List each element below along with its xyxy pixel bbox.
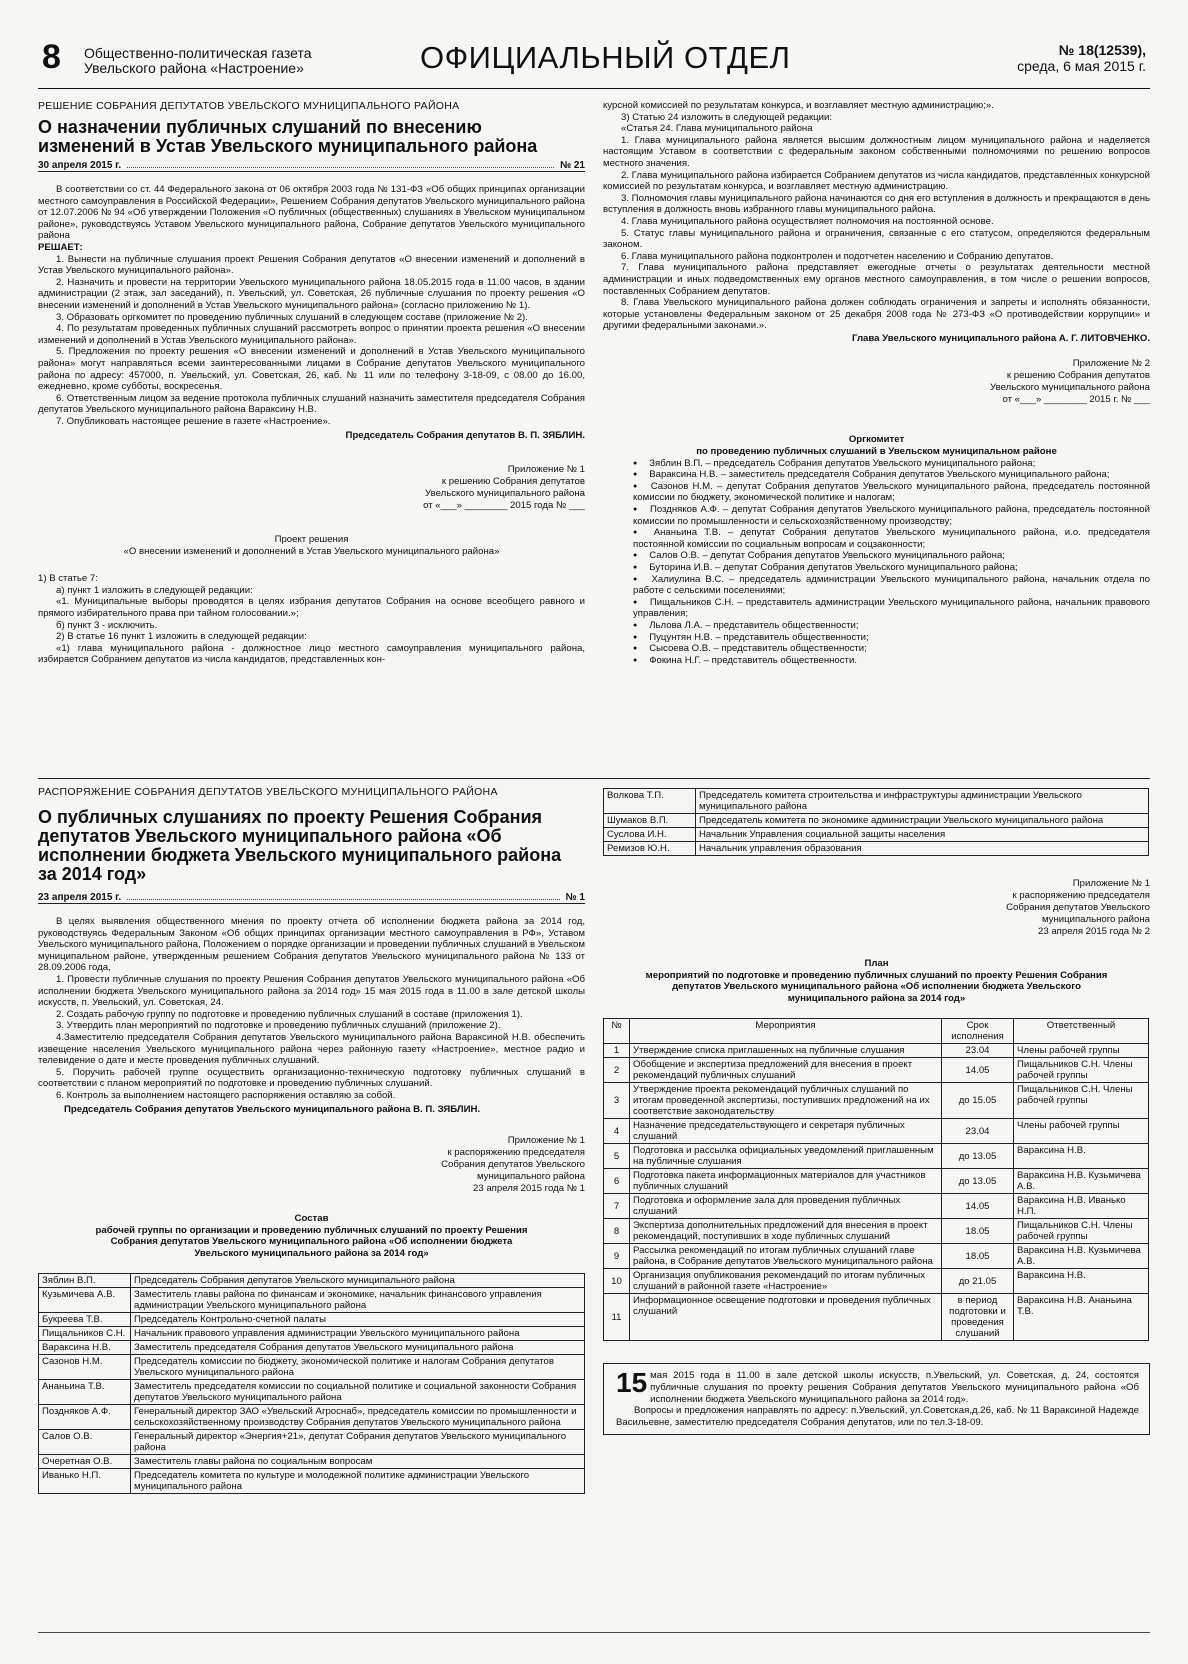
- table-cell: 2: [604, 1058, 630, 1083]
- table-cell: Заместитель председателя комиссии по социальной политике и социальной законности Собрания депутатов Увельского муниципального района: [131, 1380, 585, 1405]
- table-cell: Вараксина Н.В. Иванько Н.П.: [1014, 1194, 1149, 1219]
- table-row: [39, 1430, 585, 1455]
- order-item: 3. Утвердить план мероприятий по подготовке и проведению публичных слушаний (приложение 2).: [56, 1020, 501, 1032]
- table-cell: Члены рабочей группы: [1014, 1044, 1149, 1058]
- order-item: 2. Создать рабочую группу по подготовке и проведению публичных слушаний в составе (приложения 1).: [56, 1008, 523, 1020]
- table-cell: Вараксина Н.В.: [1014, 1144, 1149, 1169]
- statute-item: 2. Глава муниципального района избирается Собранием депутатов из числа кандидатов, представленных конкурсной комиссией по результатам конкурса, и возглавляет местную администрацию.: [603, 169, 1150, 193]
- article2-appendix2: Приложение № 1 к распоряжению председателя Собрания депутатов Увельского муниципального района 23 апреля 2015 года № 2: [1006, 878, 1150, 937]
- table-cell: Пищальников С.Н. Члены рабочей группы: [1014, 1058, 1149, 1083]
- resolution-item: 1. Вынести на публичные слушания проект Решения Собрания депутатов «О внесении изменений и дополнений в Устав Увельского муниципального района».: [38, 253, 585, 277]
- orgcom-member: ● Пищальников С.Н. – представитель администрации Увельского муниципального района, начальник правового управления;: [603, 597, 1150, 620]
- article1-dateline: 30 апреля 2015 г. № 21: [38, 160, 585, 171]
- orgcom-title: Оргкомитет по проведению публичных слушаний в Увельском муниципальном районе: [696, 434, 1057, 458]
- table-row: [604, 1294, 1149, 1341]
- table-cell: Заместитель главы района по социальным вопросам: [131, 1455, 585, 1469]
- table-cell: Председатель комиссии по бюджету, экономической политике и налогам Собрания депутатов Увельского муниципального района: [131, 1355, 585, 1380]
- article1-continued: [603, 100, 1150, 332]
- table-cell: Начальник управления образования: [696, 842, 1149, 856]
- table-cell: Экспертиза дополнительных предложений для внесения в проект рекомендаций, поступивших в ходе публичных слушаний: [630, 1219, 942, 1244]
- table-row: [604, 814, 1149, 828]
- table-cell: Вараксина Н.В. Кузьмичева А.В.: [1014, 1169, 1149, 1194]
- table-cell: 1: [604, 1044, 630, 1058]
- section-title: ОФИЦИАЛЬНЫЙ ОТДЕЛ: [420, 40, 791, 75]
- resolution-item: 4. По результатам проведенных публичных слушаний рассмотреть вопрос о принятии проекта решения «О внесении изменений и дополнений в Устав Увельского муниципального района».: [38, 323, 585, 346]
- table-cell: Кузьмичева А.В.: [39, 1288, 131, 1313]
- table-cell: Подготовка пакета информационных материалов для участников публичных слушаний: [630, 1169, 942, 1194]
- orgcom-member: ● Вараксина Н.В. – заместитель председателя Собрания депутатов Увельского муниципального района;: [603, 469, 1150, 481]
- table-cell: 18.05: [942, 1244, 1014, 1269]
- table-cell: 4: [604, 1119, 630, 1144]
- statute-item: 1. Глава муниципального района является высшим должностным лицом муниципального района и наделяется настоящим Уставом в соответствии с федеральным законом собственными полномочиями по решению вопросов местного значения.: [603, 134, 1150, 169]
- table-cell: Начальник Управления социальной защиты населения: [696, 828, 1149, 842]
- resolution-item: 7. Опубликовать настоящее решение в газете «Настроение».: [56, 415, 331, 427]
- order-item: В целях выявления общественного мнения по проекту отчета об исполнении бюджета района за 2014 год, руководствуясь Федеральным Законом «Об общих принципах организации местного самоуправления в РФ», Уставом Увельского муниципального района, Положением о порядке организации и проведении публичных слушаний в Увельском муниципальном районе, утвержденным решением Собрания депутатов Увельского муниципального района № 133 от 28.09.2006 года,: [38, 916, 585, 974]
- table-cell: Зяблин В.П.: [39, 1274, 131, 1288]
- table-cell: 6: [604, 1169, 630, 1194]
- table-cell: Вараксина Н.В.: [1014, 1269, 1149, 1294]
- table-cell: до 15.05: [942, 1083, 1014, 1119]
- table-cell: Волкова Т.П.: [604, 789, 696, 814]
- paper-name: Общественно-политическая газета Увельского района «Настроение»: [84, 45, 312, 76]
- orgcom-member: ● Пуцунтян Н.В. – представитель общественности;: [603, 632, 1150, 644]
- table-cell: Начальник правового управления администрации Увельского муниципального района: [131, 1327, 585, 1341]
- table-cell: 5: [604, 1144, 630, 1169]
- table-cell: Очеретная О.В.: [39, 1455, 131, 1469]
- page-header: [38, 36, 1150, 89]
- resolution-item: 6. Ответственным лицом за ведение протокола публичных слушаний назначить заместителя председателя Собрания депутатов Увельского муниципального района Вараксину Н.В.: [38, 392, 585, 416]
- table-cell: Заместитель главы района по финансам и экономике, начальник финансового управления администрации Увельского муниципального района: [131, 1288, 585, 1313]
- table-cell: 10: [604, 1269, 630, 1294]
- table-cell: Подготовка и оформление зала для проведения публичных слушаний: [630, 1194, 942, 1219]
- article2-appendix1: Приложение № 1 к распоряжению председателя Собрания депутатов Увельского муниципального района 23 апреля 2015 года № 1: [441, 1135, 585, 1195]
- table-row: [604, 1058, 1149, 1083]
- table-row: [604, 1083, 1149, 1119]
- orgcom-member: ● Салов О.В. – депутат Собрания депутатов Увельского муниципального района;: [603, 550, 1150, 562]
- orgcom-member: ● Халиулина В.С. – председатель администрации Увельского муниципального района, начальник отдела по работе с сельскими поселениями;: [603, 574, 1150, 597]
- table-cell: 14.05: [942, 1058, 1014, 1083]
- table-cell: Обобщение и экспертиза предложений для внесения в проект рекомендаций публичных слушаний: [630, 1058, 942, 1083]
- table-row: [39, 1341, 585, 1355]
- order-item: 5. Поручить рабочей группе осуществить организационно-техническую подготовку публичных слушаний в соответствии с планом мероприятий по подготовке и проведению публичных слушаний.: [38, 1066, 585, 1090]
- table-row: [39, 1380, 585, 1405]
- table-cell: 23.04: [942, 1119, 1014, 1144]
- table-cell: в период подготовки и проведения слушаний: [942, 1294, 1014, 1341]
- table-cell: Утверждение списка приглашенных на публичные слушания: [630, 1044, 942, 1058]
- table-row: [604, 1194, 1149, 1219]
- table-row: [604, 1044, 1149, 1058]
- orgcom-member: ● Буторина И.В. – депутат Собрания депутатов Увельского муниципального района;: [603, 562, 1150, 574]
- table-cell: Рассылка рекомендаций по итогам публичных слушаний главе района, в Собрание депутатов Увельского муниципального района: [630, 1244, 942, 1269]
- table-cell: 14.05: [942, 1194, 1014, 1219]
- orgcom-list: [603, 458, 1150, 667]
- table-cell: Вараксина Н.В. Ананьина Т.В.: [1014, 1294, 1149, 1341]
- table-row: [39, 1327, 585, 1341]
- draft-item: «1) глава муниципального района - должностное лицо местного самоуправления муниципального района, избирается Собранием депутатов из числа кандидатов, представленных кон-: [38, 642, 585, 666]
- table-cell: Подготовка и рассылка официальных уведомлений приглашенным на публичные слушания: [630, 1144, 942, 1169]
- table-row: [39, 1313, 585, 1327]
- orgcom-member: ● Фокина Н.Г. – представитель общественности.: [603, 655, 1150, 667]
- orgcom-member: ● Льлова Л.А. – представитель общественности;: [603, 620, 1150, 632]
- table-cell: Информационное освещение подготовки и проведения публичных слушаний: [630, 1294, 942, 1341]
- article1-body: В соответствии со ст. 44 Федерального закона от 06 октября 2003 года № 131-ФЗ «Об общих принципах организации местного самоуправления в Российской Федерации», Решением Собрания депутатов Увельского муниципального района от 12.07.2006 № 94 «Об утверждении Положения «О публичных (общественных) слушаниях в Увельском муниципальном районе», руководствуясь Уставом Увельского муниципального района, Собрание депутатов Увельского муниципального района РЕШАЕТ: 1. Вынести на публичные слушания проект Решения Собрания депутатов «О внесении изменений и дополнений в Устав Увельского муниципального района». 2. Назначить и провести на территории Увельского муниципального района 18.05.2015 года в 11.00 часов, в здании администрации (2 этаж, зал заседаний), п. Увельский, ул. Советская, 26 публичные слушания по проекту решения «О внесении изменений и дополнений в Устав Увельского муниципального района» (согласно приложению № 1). 3. Образовать оргкомитет по проведению публичных слушаний в следующем составе (приложение № 2). 4. По результатам проведенных публичных слушаний рассмотреть вопрос о принятии проекта решения «О внесении изменений и дополнений в Устав Увельского муниципального района». 5. Предложения по проекту решения «О внесении изменений и дополнений в Устав Увельского муниципального района» могут направляться всеми заинтересованными лицами в Собрание депутатов Увельского муниципального района по адресу: 457000, п. Увельский, ул. Советская, 26, каб. № 11 или по телефону 3-18-09, с 08.00 до 16.00, ежедневно, кроме субботы, воскресенья. 6. Ответственным лицом за ведение протокола публичных слушаний назначить заместителя председателя Собрания депутатов Увельского муниципального района Вараксину Н.В. 7. Опубликовать настоящее решение в газете «Настроение». Председатель Собрания депутатов В. П. ЗЯБЛИН.: [38, 184, 585, 442]
- article1-title: О назначении публичных слушаний по внесению изменений в Устав Увельского муниципального района: [38, 117, 538, 156]
- orgcom-member: ● Ананьина Т.В. – депутат Собрания депутатов Увельского муниципального района, и.о. председателя постоянной комиссии по социальным вопросам и соцзаконности;: [603, 527, 1150, 550]
- table-cell: Иванько Н.П.: [39, 1469, 131, 1494]
- table-row: [39, 1405, 585, 1430]
- table-cell: Суслова И.Н.: [604, 828, 696, 842]
- table-cell: Ананьина Т.В.: [39, 1380, 131, 1405]
- resolution-item: 2. Назначить и провести на территории Увельского муниципального района 18.05.2015 года в 11.00 часов, в здании администрации (2 этаж, зал заседаний), п. Увельский, ул. Советская, 26 публичные слушания по проекту решения «О внесении изменений и дополнений в Устав Увельского муниципального района» (согласно приложению № 1).: [38, 276, 585, 311]
- resolution-item: 5. Предложения по проекту решения «О внесении изменений и дополнений в Устав Увельского муниципального района» могут направляться всеми заинтересованными лицами в Собрание депутатов Увельского муниципального района по адресу: 457000, п. Увельский, ул. Советская, 26, каб. № 11 или по телефону 3-18-09, с 08.00 до 16.00, ежедневно, кроме субботы, воскресенья.: [38, 346, 585, 393]
- table-cell: Заместитель председателя Собрания депутатов Увельского муниципального района: [131, 1341, 585, 1355]
- order-item: 6. Контроль за выполнением настоящего распоряжения оставляю за собой.: [56, 1089, 396, 1101]
- table-cell: Сазонов Н.М.: [39, 1355, 131, 1380]
- notice-box: 15 мая 2015 года в 11.00 в зале детской школы искусств, п.Увельский, ул. Советская, д. 24, состоятся публичные слушания по проекту решения Собрания депутатов Увельского муниципального района «Об исполнении бюджета Увельского муниципального района за 2014 год». Вопросы и предложения направлять по адресу: п.Увельский, ул.Советская,д.26, каб. № 11 Вараксиной Надежде Васильевне, заместителю председателя Собрания депутатов, или по тел.3-18-09.: [603, 1363, 1150, 1435]
- article2-kicker: РАСПОРЯЖЕНИЕ СОБРАНИЯ ДЕПУТАТОВ УВЕЛЬСКОГО МУНИЦИПАЛЬНОГО РАЙОНА: [38, 786, 498, 798]
- table-cell: Председатель Собрания депутатов Увельского муниципального района: [131, 1274, 585, 1288]
- table-cell: Пищальников С.Н.: [39, 1327, 131, 1341]
- table-cell: 23.04: [942, 1044, 1014, 1058]
- draft-item: а) пункт 1 изложить в следующей редакции:: [56, 584, 253, 596]
- article2-signature: Председатель Собрания депутатов Увельского муниципального района В. П. ЗЯБЛИН.: [64, 1103, 481, 1115]
- issue-info: № 18(12539), среда, 6 мая 2015 г.: [1017, 42, 1146, 74]
- draft-body: [38, 573, 585, 666]
- table-cell: 7: [604, 1194, 630, 1219]
- table-cell: 8: [604, 1219, 630, 1244]
- article2-dateline: 23 апреля 2015 г. № 1: [38, 892, 585, 903]
- table-cell: Салов О.В.: [39, 1430, 131, 1455]
- table-row: [604, 1219, 1149, 1244]
- article1-kicker: РЕШЕНИЕ СОБРАНИЯ ДЕПУТАТОВ УВЕЛЬСКОГО МУНИЦИПАЛЬНОГО РАЙОНА: [38, 100, 460, 112]
- table-cell: Вараксина Н.В. Кузьмичева А.В.: [1014, 1244, 1149, 1269]
- orgcom-member: ● Зяблин В.П. – председатель Собрания депутатов Увельского муниципального района;: [603, 458, 1150, 470]
- table-cell: Утверждение проекта рекомендаций публичных слушаний по итогам проведенной экспертизы, поступивших предложений на их соответствие законодательству: [630, 1083, 942, 1119]
- table-cell: Генеральный директор ЗАО «Увельский Агроснаб», председатель комиссии по промышленности и сельскохозяйственному производству Собрания депутатов Увельского муниципального района: [131, 1405, 585, 1430]
- table-cell: Поздняков А.Ф.: [39, 1405, 131, 1430]
- table-cell: до 13.05: [942, 1144, 1014, 1169]
- article1-appendix2: Приложение № 2 к решению Собрания депутатов Увельского муниципального района от «___» ________ 2015 г. № ___: [990, 358, 1150, 406]
- orgcom-member: ● Сазонов Н.М. – депутат Собрания депутатов Увельского муниципального района, председатель постоянной комиссии по бюджету, экономической политике и налогам;: [603, 481, 1150, 504]
- table-cell: Пищальников С.Н. Члены рабочей группы: [1014, 1083, 1149, 1119]
- group-table: [38, 1273, 585, 1494]
- table-cell: Организация опубликования рекомендаций по итогам публичных слушаний в районной газете «Настроение»: [630, 1269, 942, 1294]
- article2-body: [38, 916, 585, 1102]
- table-row: [39, 1469, 585, 1494]
- table-cell: 11: [604, 1294, 630, 1341]
- resolution-item: 3. Образовать оргкомитет по проведению публичных слушаний в следующем составе (приложение № 2).: [56, 311, 528, 323]
- table-cell: 9: [604, 1244, 630, 1269]
- article2-left: [38, 786, 585, 1494]
- table-cell: Букреева Т.В.: [39, 1313, 131, 1327]
- table-cell: Председатель Контрольно-счетной палаты: [131, 1313, 585, 1327]
- statute-item: 5. Статус главы муниципального района и ограничения, связанные с его статусом, определяются федеральным законом.: [603, 227, 1150, 251]
- draft-item: «1. Муниципальные выборы проводятся в целях избрания депутатов Собрания на основе всеобщего равного и прямого избирательного права при тайном голосовании.»;: [38, 596, 585, 620]
- group-title: Состав рабочей группы по организации и проведению публичных слушаний по проекту Решения Собрания депутатов Увельского муниципального района «Об исполнении бюджета Увельского муниципального района за 2014 год»: [95, 1213, 528, 1259]
- table-row: [604, 1244, 1149, 1269]
- orgcom-member: ● Сысоева О.В. – представитель общественности;: [603, 643, 1150, 655]
- table-row: [39, 1288, 585, 1313]
- table-row: [604, 1269, 1149, 1294]
- table-cell: 18.05: [942, 1219, 1014, 1244]
- statute-item: «Статья 24. Глава муниципального района: [621, 123, 813, 135]
- statute-item: 3. Полномочия главы муниципального района начинаются со дня его вступления в должность и прекращаются в день вступления в должность вновь избранного главы муниципального района.: [603, 192, 1150, 216]
- plan-table: [603, 1018, 1149, 1341]
- table-cell: 3: [604, 1083, 630, 1119]
- statute-item: 3) Статью 24 изложить в следующей редакции:: [621, 111, 833, 123]
- table-cell: до 13.05: [942, 1169, 1014, 1194]
- section-divider: [38, 778, 1150, 779]
- table-cell: Председатель комитета строительства и инфраструктуры администрации Увельского муниципального района: [696, 789, 1149, 814]
- plan-title: План мероприятий по подготовке и проведению публичных слушаний по проекту Решения Собрания депутатов Увельского муниципального района «Об исполнении бюджета Увельского муниципального района за 2014 год»: [645, 958, 1108, 1004]
- article1-appendix1: Приложение № 1 к решению Собрания депутатов Увельского муниципального района от «___» ________ 2015 года № ___: [423, 464, 585, 512]
- table-row: [604, 828, 1149, 842]
- draft-item: б) пункт 3 - исключить.: [56, 619, 158, 631]
- order-item: 1. Провести публичные слушания по проекту Решения Собрания депутатов Увельского муниципального района «Об исполнении бюджета Увельского муниципального района за 2014 год» 15 мая 2015 года в 11.00 в зале детской школы искусств, п. Увельский, ул. Советская, 24.: [38, 973, 585, 1009]
- draft-title: Проект решения «О внесении изменений и дополнений в Устав Увельского муниципального района»: [123, 534, 500, 557]
- article1-col2-signature: Глава Увельского муниципального района А. Г. ЛИТОВЧЕНКО.: [852, 332, 1150, 344]
- table-row: [604, 1169, 1149, 1194]
- orgcom-member: ● Поздняков А.Ф. – депутат Собрания депутатов Увельского муниципального района, председатель постоянной комиссии по промышленности и сельскохозяйственному производству;: [603, 504, 1150, 527]
- draft-item: 1) В статье 7:: [38, 573, 98, 585]
- table-row: [604, 1144, 1149, 1169]
- table-cell: Шумаков В.П.: [604, 814, 696, 828]
- table-cell: Генеральный директор «Энергия+21», депутат Собрания депутатов Увельского муниципального района: [131, 1430, 585, 1455]
- draft-item: 2) В статье 16 пункт 1 изложить в следующей редакции:: [56, 631, 307, 643]
- statute-item: 7. Глава муниципального района представляет ежегодные отчеты о результатах деятельности местной администрации и иных подведомственных ему органов местного самоуправления, в том числе о решении вопросов, поставленных Собранием депутатов.: [603, 262, 1150, 297]
- statute-item: 6. Глава муниципального района подконтролен и подотчетен населению и Собранию депутатов.: [621, 250, 1054, 262]
- table-row: [604, 842, 1149, 856]
- notice-big-number: 15: [616, 1367, 648, 1399]
- table-row: [604, 1119, 1149, 1144]
- table-row: [39, 1455, 585, 1469]
- article2-title: О публичных слушаниях по проекту Решения Собрания депутатов Увельского муниципального района «Об исполнении бюджета Увельского муниципального района за 2014 год»: [38, 807, 562, 884]
- article2-right: [603, 788, 1150, 1435]
- table-cell: Назначение председательствующего и секретаря публичных слушаний: [630, 1119, 942, 1144]
- table-row: [39, 1355, 585, 1380]
- table-row: [39, 1274, 585, 1288]
- table-cell: Ремизов Ю.Н.: [604, 842, 696, 856]
- statute-item: 8. Глава Увельского муниципального района должен соблюдать ограничения и запреты и исполнять обязанности, которые установлены Федеральным законом от 25 декабря 2008 года № 273-ФЗ «О противодействии коррупции» и другими федеральными законами.».: [603, 297, 1150, 332]
- bottom-rule: [38, 1632, 1150, 1633]
- group-table-cont: [603, 788, 1149, 856]
- table-cell: до 21.05: [942, 1269, 1014, 1294]
- statute-item: курсной комиссией по результатам конкурса, и возглавляет местную администрацию;».: [603, 100, 994, 111]
- table-row: [604, 789, 1149, 814]
- statute-item: 4. Глава муниципального района осуществляет полномочия на постоянной основе.: [621, 215, 994, 227]
- table-cell: Председатель комитета по экономике администрации Увельского муниципального района: [696, 814, 1149, 828]
- table-cell: Председатель комитета по культуре и молодежной политике администрации Увельского муниципального района: [131, 1469, 585, 1494]
- page-number: 8: [42, 38, 61, 76]
- table-cell: Члены рабочей группы: [1014, 1119, 1149, 1144]
- article1-right: [603, 100, 1150, 666]
- table-cell: Пищальников С.Н. Члены рабочей группы: [1014, 1219, 1149, 1244]
- plan-header-row: № Мероприятия Срок исполнения Ответственный: [604, 1019, 1149, 1044]
- article1-left: [38, 100, 585, 666]
- article1-signature: Председатель Собрания депутатов В. П. ЗЯБЛИН.: [345, 430, 585, 442]
- order-item: 4.Заместителю председателя Собрания депутатов Увельского муниципального района Вараксиной Н.В. обеспечить извещение населения Увельского муниципального района через районную газету «Настроение», местное радио и телевидение о дате и месте проведения публичных слушаний.: [38, 1031, 585, 1067]
- table-cell: Вараксина Н.В.: [39, 1341, 131, 1355]
